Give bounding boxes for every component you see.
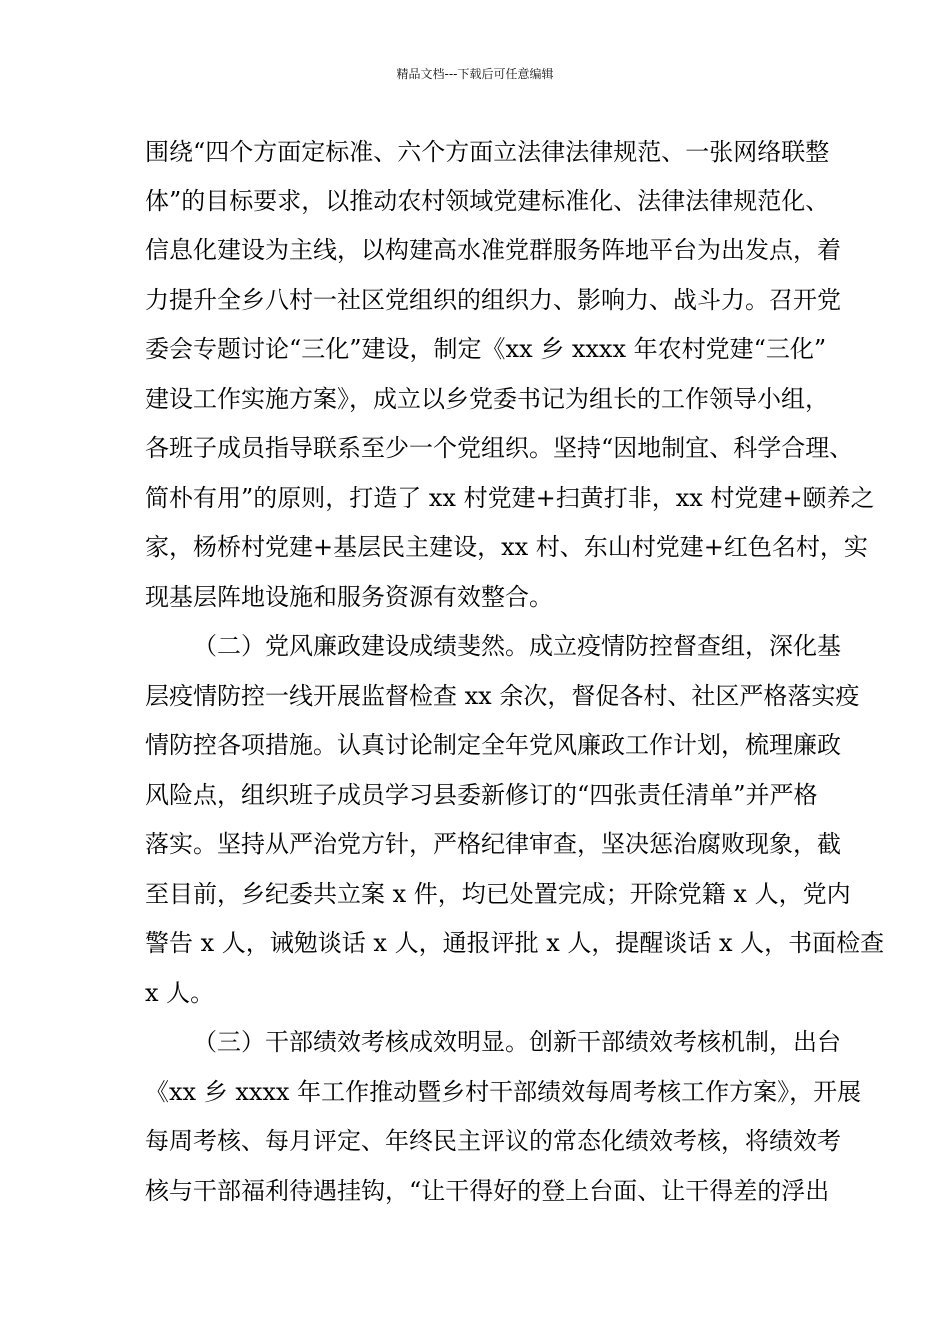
- text-line: 至目前，乡纪委共立案 x 件，均已处置完成；开除党籍 x 人，党内: [145, 880, 851, 908]
- text-line: 围绕“四个方面定标准、六个方面立法律法律规范、一张网络联整: [145, 138, 830, 166]
- page-header: 精品文档---下载后可任意编辑: [396, 67, 554, 81]
- section-heading-line: （二）党风廉政建设成绩斐然。成立疫情防控督查组，深化基: [193, 632, 841, 660]
- text-line: 体”的目标要求，以推动农村领域党建标准化、法律法律规范化、: [145, 187, 830, 215]
- text-line: 家，杨桥村党建+基层民主建设，xx 村、东山村党建+红色名村，实: [145, 533, 868, 561]
- text-line: 风险点，组织班子成员学习县委新修订的“四张责任清单”并严格: [145, 781, 818, 809]
- text-line: 委会专题讨论“三化”建设，制定《xx 乡 xxxx 年农村党建“三化”: [145, 335, 827, 363]
- text-line: 核与干部福利待遇挂钩，“让干得好的登上台面、让干得差的浮出: [145, 1177, 830, 1205]
- text-line: 建设工作实施方案》，成立以乡党委书记为组长的工作领导小组，: [145, 385, 829, 413]
- text-line: 各班子成员指导联系至少一个党组织。坚持“因地制宜、科学合理、: [145, 434, 854, 462]
- text-line: 落实。坚持从严治党方针，严格纪律审查，坚决惩治腐败现象，截: [145, 830, 841, 858]
- text-line: 层疫情防控一线开展监督检查 xx 余次，督促各村、社区严格落实疫: [145, 682, 860, 710]
- text-line: 简朴有用”的原则，打造了 xx 村党建+扫黄打非，xx 村党建+颐养之: [145, 484, 875, 512]
- text-line: 《xx 乡 xxxx 年工作推动暨乡村干部绩效每周考核工作方案》，开展: [145, 1078, 862, 1106]
- text-line: 情防控各项措施。认真讨论制定全年党风廉政工作计划，梳理廉政: [145, 731, 841, 759]
- text-line: 力提升全乡八村一社区党组织的组织力、影响力、战斗力。召开党: [145, 286, 841, 314]
- section-heading-line: （三）干部绩效考核成效明显。创新干部绩效考核机制，出台: [193, 1028, 841, 1056]
- text-line: 信息化建设为主线，以构建高水准党群服务阵地平台为出发点，着: [145, 236, 841, 264]
- text-line: 每周考核、每月评定、年终民主评议的常态化绩效考核，将绩效考: [145, 1127, 841, 1155]
- text-line: 警告 x 人，诫勉谈话 x 人，通报评批 x 人，提醒谈话 x 人，书面检查: [145, 929, 885, 957]
- text-line: x 人。: [145, 979, 215, 1007]
- text-line: 现基层阵地设施和服务资源有效整合。: [145, 583, 553, 611]
